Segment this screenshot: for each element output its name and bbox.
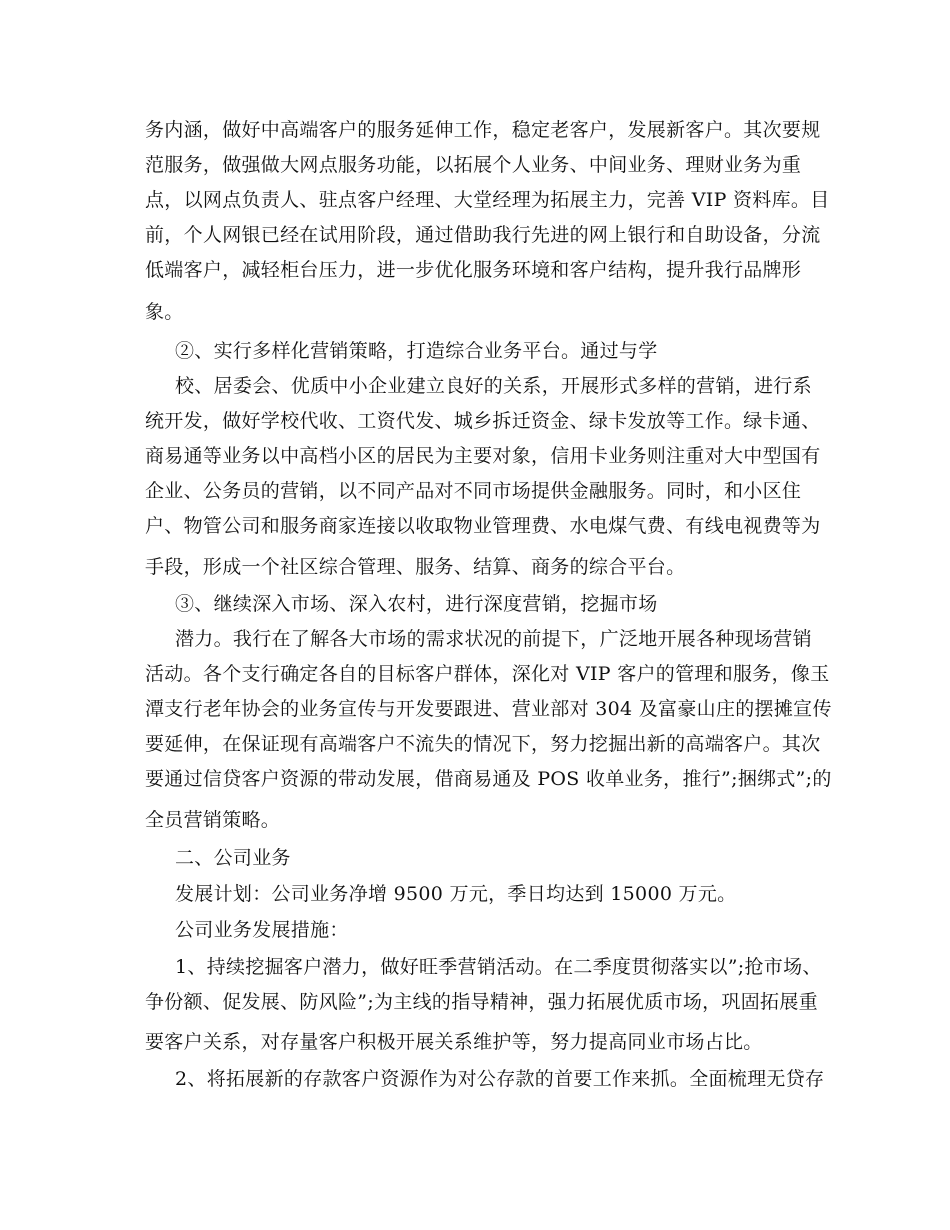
text-line: 务内涵，做好中高端客户的服务延伸工作，稳定老客户，发展新客户。其次要规 [145, 119, 821, 141]
text-line: 统开发，做好学校代收、工资代发、城乡拆迁资金、绿卡发放等工作。绿卡通、 [145, 410, 821, 432]
text-line: 低端客户，减轻柜台压力，进一步优化服务环境和客户结构，提升我行品牌形 [145, 259, 802, 281]
text-line: 潭支行老年协会的业务宣传与开发要跟进、营业部对 304 及富豪山庄的摆摊宣传 [145, 698, 832, 720]
text-line: 全员营销策略。 [145, 809, 281, 831]
text-line: 企业、公务员的营销，以不同产品对不同市场提供金融服务。同时，和小区住 [145, 480, 802, 502]
text-line: 1、持续挖掘客户潜力，做好旺季营销活动。在二季度贯彻落实以”;抢市场、 [175, 956, 822, 978]
text-line: 象。 [145, 301, 184, 323]
text-line: 点，以网点负责人、驻点客户经理、大堂经理为拓展主力，完善 VIP 资料库。目 [145, 189, 830, 211]
text-line: 校、居委会、优质中小企业建立良好的关系，开展形式多样的营销，进行系 [175, 375, 812, 397]
text-line: 发展计划：公司业务净增 9500 万元，季日均达到 15000 万元。 [175, 883, 737, 905]
section-heading: 二、公司业务 [175, 847, 291, 869]
text-line: 活动。各个支行确定各自的目标客户群体，深化对 VIP 客户的管理和服务，像玉 [145, 663, 830, 685]
text-line: 要客户关系，对存量客户积极开展关系维护等，努力提高同业市场占比。 [145, 1031, 763, 1053]
text-line: 手段，形成一个社区综合管理、服务、结算、商务的综合平台。 [145, 556, 686, 578]
text-line: 户、物管公司和服务商家连接以收取物业管理费、水电煤气费、有线电视费等为 [145, 515, 821, 537]
text-line: 要延伸，在保证现有高端客户不流失的情况下，努力挖掘出新的高端客户。其次 [145, 733, 821, 755]
text-line: 商易通等业务以中高档小区的居民为主要对象，信用卡业务则注重对大中型国有 [145, 445, 821, 467]
text-line: ③、继续深入市场、深入农村，进行深度营销，挖掘市场 [175, 593, 658, 615]
text-line: 2、将拓展新的存款客户资源作为对公存款的首要工作来抓。全面梳理无贷存 [175, 1068, 825, 1090]
text-line: 公司业务发展措施： [175, 919, 349, 941]
text-line: ②、实行多样化营销策略，打造综合业务平台。通过与学 [175, 340, 658, 362]
text-line: 要通过信贷客户资源的带动发展，借商易通及 POS 收单业务，推行”;捆绑式”;的 [145, 768, 832, 790]
text-line: 范服务，做强做大网点服务功能，以拓展个人业务、中间业务、理财业务为重 [145, 154, 802, 176]
text-line: 争份额、促发展、防风险”;为主线的指导精神，强力拓展优质市场，巩固拓展重 [145, 991, 818, 1013]
text-line: 前，个人网银已经在试用阶段，通过借助我行先进的网上银行和自助设备，分流 [145, 224, 821, 246]
text-line: 潜力。我行在了解各大市场的需求状况的前提下，广泛地开展各种现场营销 [175, 628, 812, 650]
